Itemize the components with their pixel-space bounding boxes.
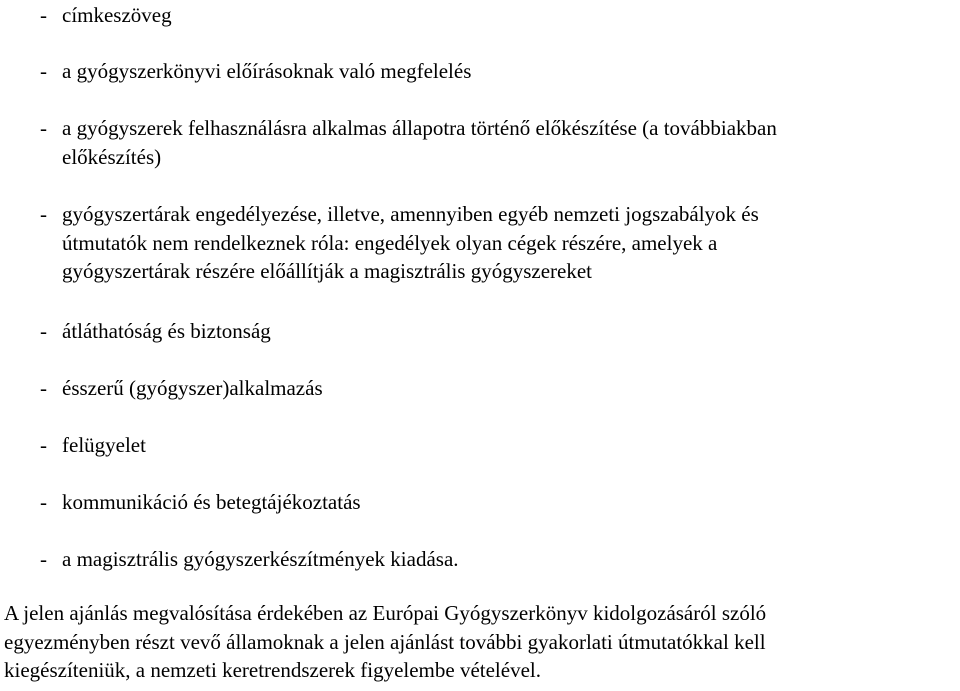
list-item [40, 114, 960, 171]
list-dash: - [40, 319, 47, 343]
list-dash: - [40, 59, 47, 83]
list-item [40, 57, 960, 86]
closing-line: egyezményben részt vevő államoknak a jelen ajánlást további gyakorlati útmutatókkal kell [4, 629, 766, 654]
list-dash: - [40, 490, 47, 514]
closing-line: A jelen ajánlás megvalósítása érdekében az Európai Gyógyszerkönyv kidolgozásáról szóló [4, 601, 767, 625]
list-item-text: címkeszöveg [62, 3, 172, 27]
closing-paragraph [4, 599, 960, 685]
list-item [40, 545, 960, 574]
list-item-text: a gyógyszerkönyvi előírásoknak való megfelelés [62, 59, 472, 83]
list-item-text: előkészítés) [62, 144, 162, 169]
closing-line: kiegészíteniük, a nemzeti keretrendszerek figyelembe vételével. [4, 658, 541, 682]
list-item-text: a magisztrális gyógyszerkészítmények kiadása. [62, 547, 459, 571]
list-item-text: gyógyszertárak engedélyezése, illetve, amennyiben egyéb nemzeti jogszabályok és [62, 202, 759, 226]
list-dash: - [40, 3, 47, 27]
list-dash: - [40, 433, 47, 457]
list-item [40, 317, 960, 346]
list-item [40, 488, 960, 517]
list-dash: - [40, 116, 47, 140]
list-item-text: kommunikáció és betegtájékoztatás [62, 490, 361, 514]
list-dash: - [40, 376, 47, 400]
list-item-text: felügyelet [62, 433, 146, 457]
list-item [40, 200, 960, 286]
list-item-text: útmutatók nem rendelkeznek róla: engedélyek olyan cégek részére, amelyek a [62, 230, 718, 255]
list-item-text: ésszerű (gyógyszer)alkalmazás [62, 376, 323, 400]
list-item-text: a gyógyszerek felhasználásra alkalmas állapotra történő előkészítése (a továbbiakban [62, 116, 777, 140]
list-item-text: átláthatóság és biztonság [62, 319, 271, 343]
list-item-text: gyógyszertárak részére előállítják a magisztrális gyógyszereket [62, 259, 593, 283]
list-item [40, 431, 960, 460]
list-item [40, 374, 960, 403]
list-dash: - [40, 547, 47, 571]
list-dash: - [40, 202, 47, 226]
list-item [40, 1, 960, 30]
